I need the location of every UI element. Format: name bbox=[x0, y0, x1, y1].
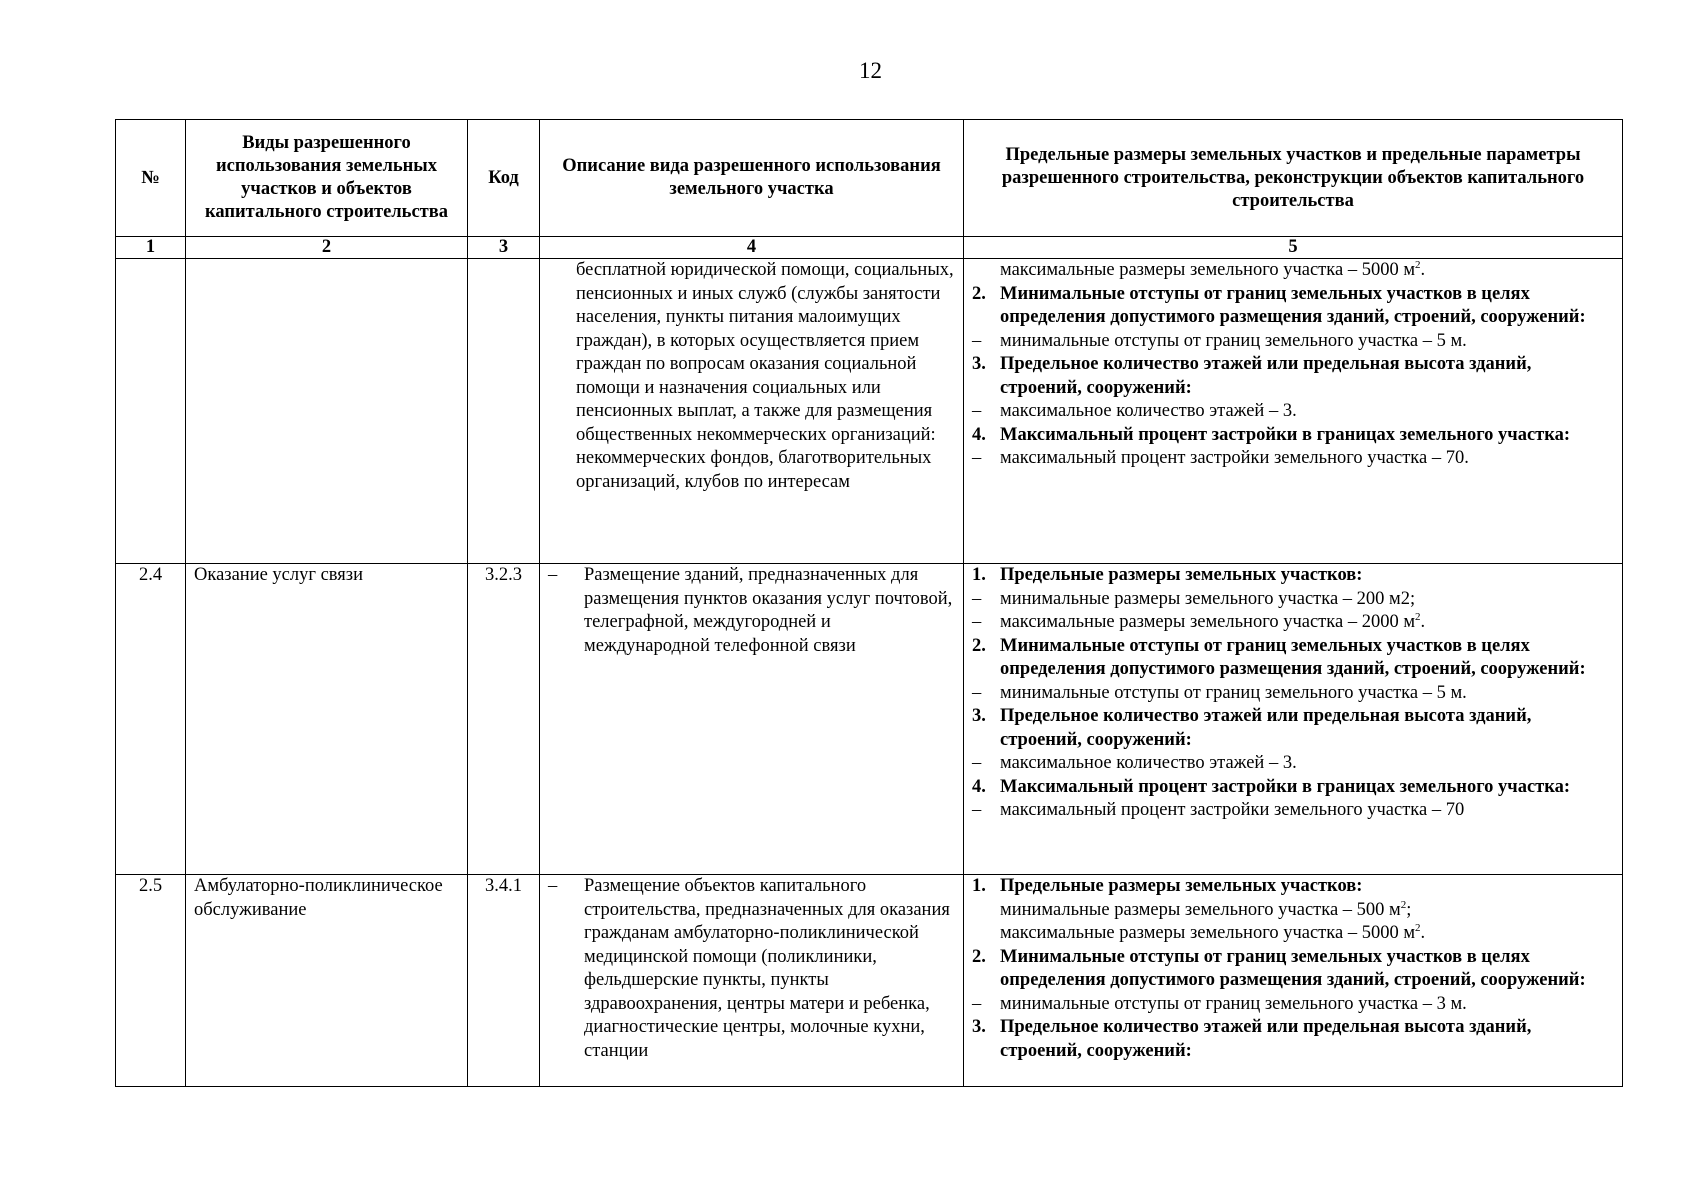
row-code: 3.2.3 bbox=[468, 564, 540, 875]
parameter-value: – минимальные размеры земельного участка – 200 м2; bbox=[972, 588, 1416, 609]
row-description: – Размещение объектов капитального строительства, предназначенных для оказания гражданам амбулаторно-поликлинической медицинской помощи (поликлиники, фельдшерские пункты, пункты здравоохранения, центры матери и ребенка, диагностические центры, молочные кухни, станции bbox=[540, 875, 964, 1087]
parameter-heading: 3. Предельное количество этажей или предельная высота зданий, строений, сооружений: bbox=[972, 706, 1532, 750]
parameter-heading: 1. Предельные размеры земельных участков: bbox=[972, 876, 1363, 896]
description-text: Размещение объектов капитального строительства, предназначенных для оказания гражданам амбулаторно-поликлинической медицинской помощи (поликлиники, фельдшерские пункты, пункты здравоохранения, центры матери и ребенка, диагностические центры, молочные кухни, станции bbox=[584, 876, 950, 1061]
parameter-heading: 3. Предельное количество этажей или предельная высота зданий, строений, сооружений: bbox=[972, 1017, 1532, 1061]
row-parameters bbox=[964, 259, 1623, 564]
row-parameters bbox=[964, 564, 1623, 875]
row-description: – Размещение зданий, предназначенных для размещения пунктов оказания услуг почтовой, телеграфной, междугородней и международной телефонной связи bbox=[540, 564, 964, 875]
table-header-row bbox=[116, 120, 1623, 237]
row-description bbox=[540, 259, 964, 564]
parameter-heading: 4. Максимальный процент застройки в границах земельного участка: bbox=[972, 424, 1571, 445]
table-row bbox=[116, 564, 1623, 875]
parameter-heading: 2. Минимальные отступы от границ земельных участков в целях определения допустимого размещения зданий, строений, сооружений: bbox=[972, 635, 1586, 679]
parameter-value: – максимальный процент застройки земельного участка – 70 bbox=[972, 800, 1465, 820]
row-use-type: Оказание услуг связи bbox=[186, 564, 468, 875]
column-number: 2 bbox=[186, 237, 468, 259]
description-text: бесплатной юридической помощи, социальных, пенсионных и иных служб (службы занятости населения, пункты питания малоимущих граждан), в которых осуществляется прием граждан по вопросам оказания социальной помощи и назначения социальных или пенсионных выплат, а также для размещения общественных некоммерческих организаций: некоммерческих фондов, благотворительных организаций, клубов по интересам bbox=[576, 260, 954, 492]
column-numbers-row bbox=[116, 237, 1623, 259]
row-use-type bbox=[186, 259, 468, 564]
header-code: Код bbox=[468, 120, 540, 237]
header-use-type: Виды разрешенного использования земельных участков и объектов капитального строительства bbox=[186, 120, 468, 237]
parameter-heading: 4. Максимальный процент застройки в границах земельного участка: bbox=[972, 776, 1571, 797]
parameter-heading: 2. Минимальные отступы от границ земельных участков в целях определения допустимого размещения зданий, строений, сооружений: bbox=[972, 283, 1586, 327]
column-number: 3 bbox=[468, 237, 540, 259]
parameter-value: – минимальные отступы от границ земельного участка – 5 м. bbox=[972, 682, 1467, 703]
column-number: 5 bbox=[964, 237, 1623, 259]
description-text: Размещение зданий, предназначенных для размещения пунктов оказания услуг почтовой, телеграфной, междугородней и международной телефонной связи bbox=[584, 565, 953, 656]
regulations-table bbox=[115, 119, 1623, 1087]
parameter-heading: 3. Предельное количество этажей или предельная высота зданий, строений, сооружений: bbox=[972, 354, 1532, 398]
row-parameters bbox=[964, 875, 1623, 1087]
table-row bbox=[116, 259, 1623, 564]
row-code bbox=[468, 259, 540, 564]
row-number: 2.4 bbox=[116, 564, 186, 875]
row-number: 2.5 bbox=[116, 875, 186, 1087]
parameter-value: – максимальное количество этажей – 3. bbox=[972, 401, 1297, 421]
parameter-value: – максимальное количество этажей – 3. bbox=[972, 753, 1297, 773]
row-use-type: Амбулаторно-поликлиническое обслуживание bbox=[186, 875, 468, 1087]
page-number: 12 bbox=[859, 58, 882, 83]
row-code: 3.4.1 bbox=[468, 875, 540, 1087]
parameter-heading: 2. Минимальные отступы от границ земельных участков в целях определения допустимого размещения зданий, строений, сооружений: bbox=[972, 946, 1586, 990]
header-number: № bbox=[116, 120, 186, 237]
column-number: 1 bbox=[116, 237, 186, 259]
parameter-value: максимальные размеры земельного участка – 5000 $м^2$. bbox=[1000, 921, 1426, 943]
header-parameters: Предельные размеры земельных участков и предельные параметры разрешенного строительства, реконструкции объектов капитального строительства bbox=[964, 120, 1623, 237]
column-number: 4 bbox=[540, 237, 964, 259]
parameter-heading: 1. Предельные размеры земельных участков: bbox=[972, 565, 1363, 585]
parameter-value: максимальные размеры земельного участка – 5000 $м^2$. bbox=[1000, 258, 1426, 280]
parameter-value: минимальные размеры земельного участка – 500 $м^2$; bbox=[1000, 898, 1412, 920]
parameter-value: – максимальный процент застройки земельного участка – 70. bbox=[972, 448, 1469, 468]
parameter-value: – минимальные отступы от границ земельного участка – 5 м. bbox=[972, 330, 1467, 351]
header-description: Описание вида разрешенного использования земельного участка bbox=[540, 120, 964, 237]
table-row bbox=[116, 875, 1623, 1087]
parameter-value: – минимальные отступы от границ земельного участка – 3 м. bbox=[972, 993, 1467, 1014]
parameter-value: – максимальные размеры земельного участка – 2000 $м^2$. bbox=[972, 610, 1426, 632]
row-number bbox=[116, 259, 186, 564]
